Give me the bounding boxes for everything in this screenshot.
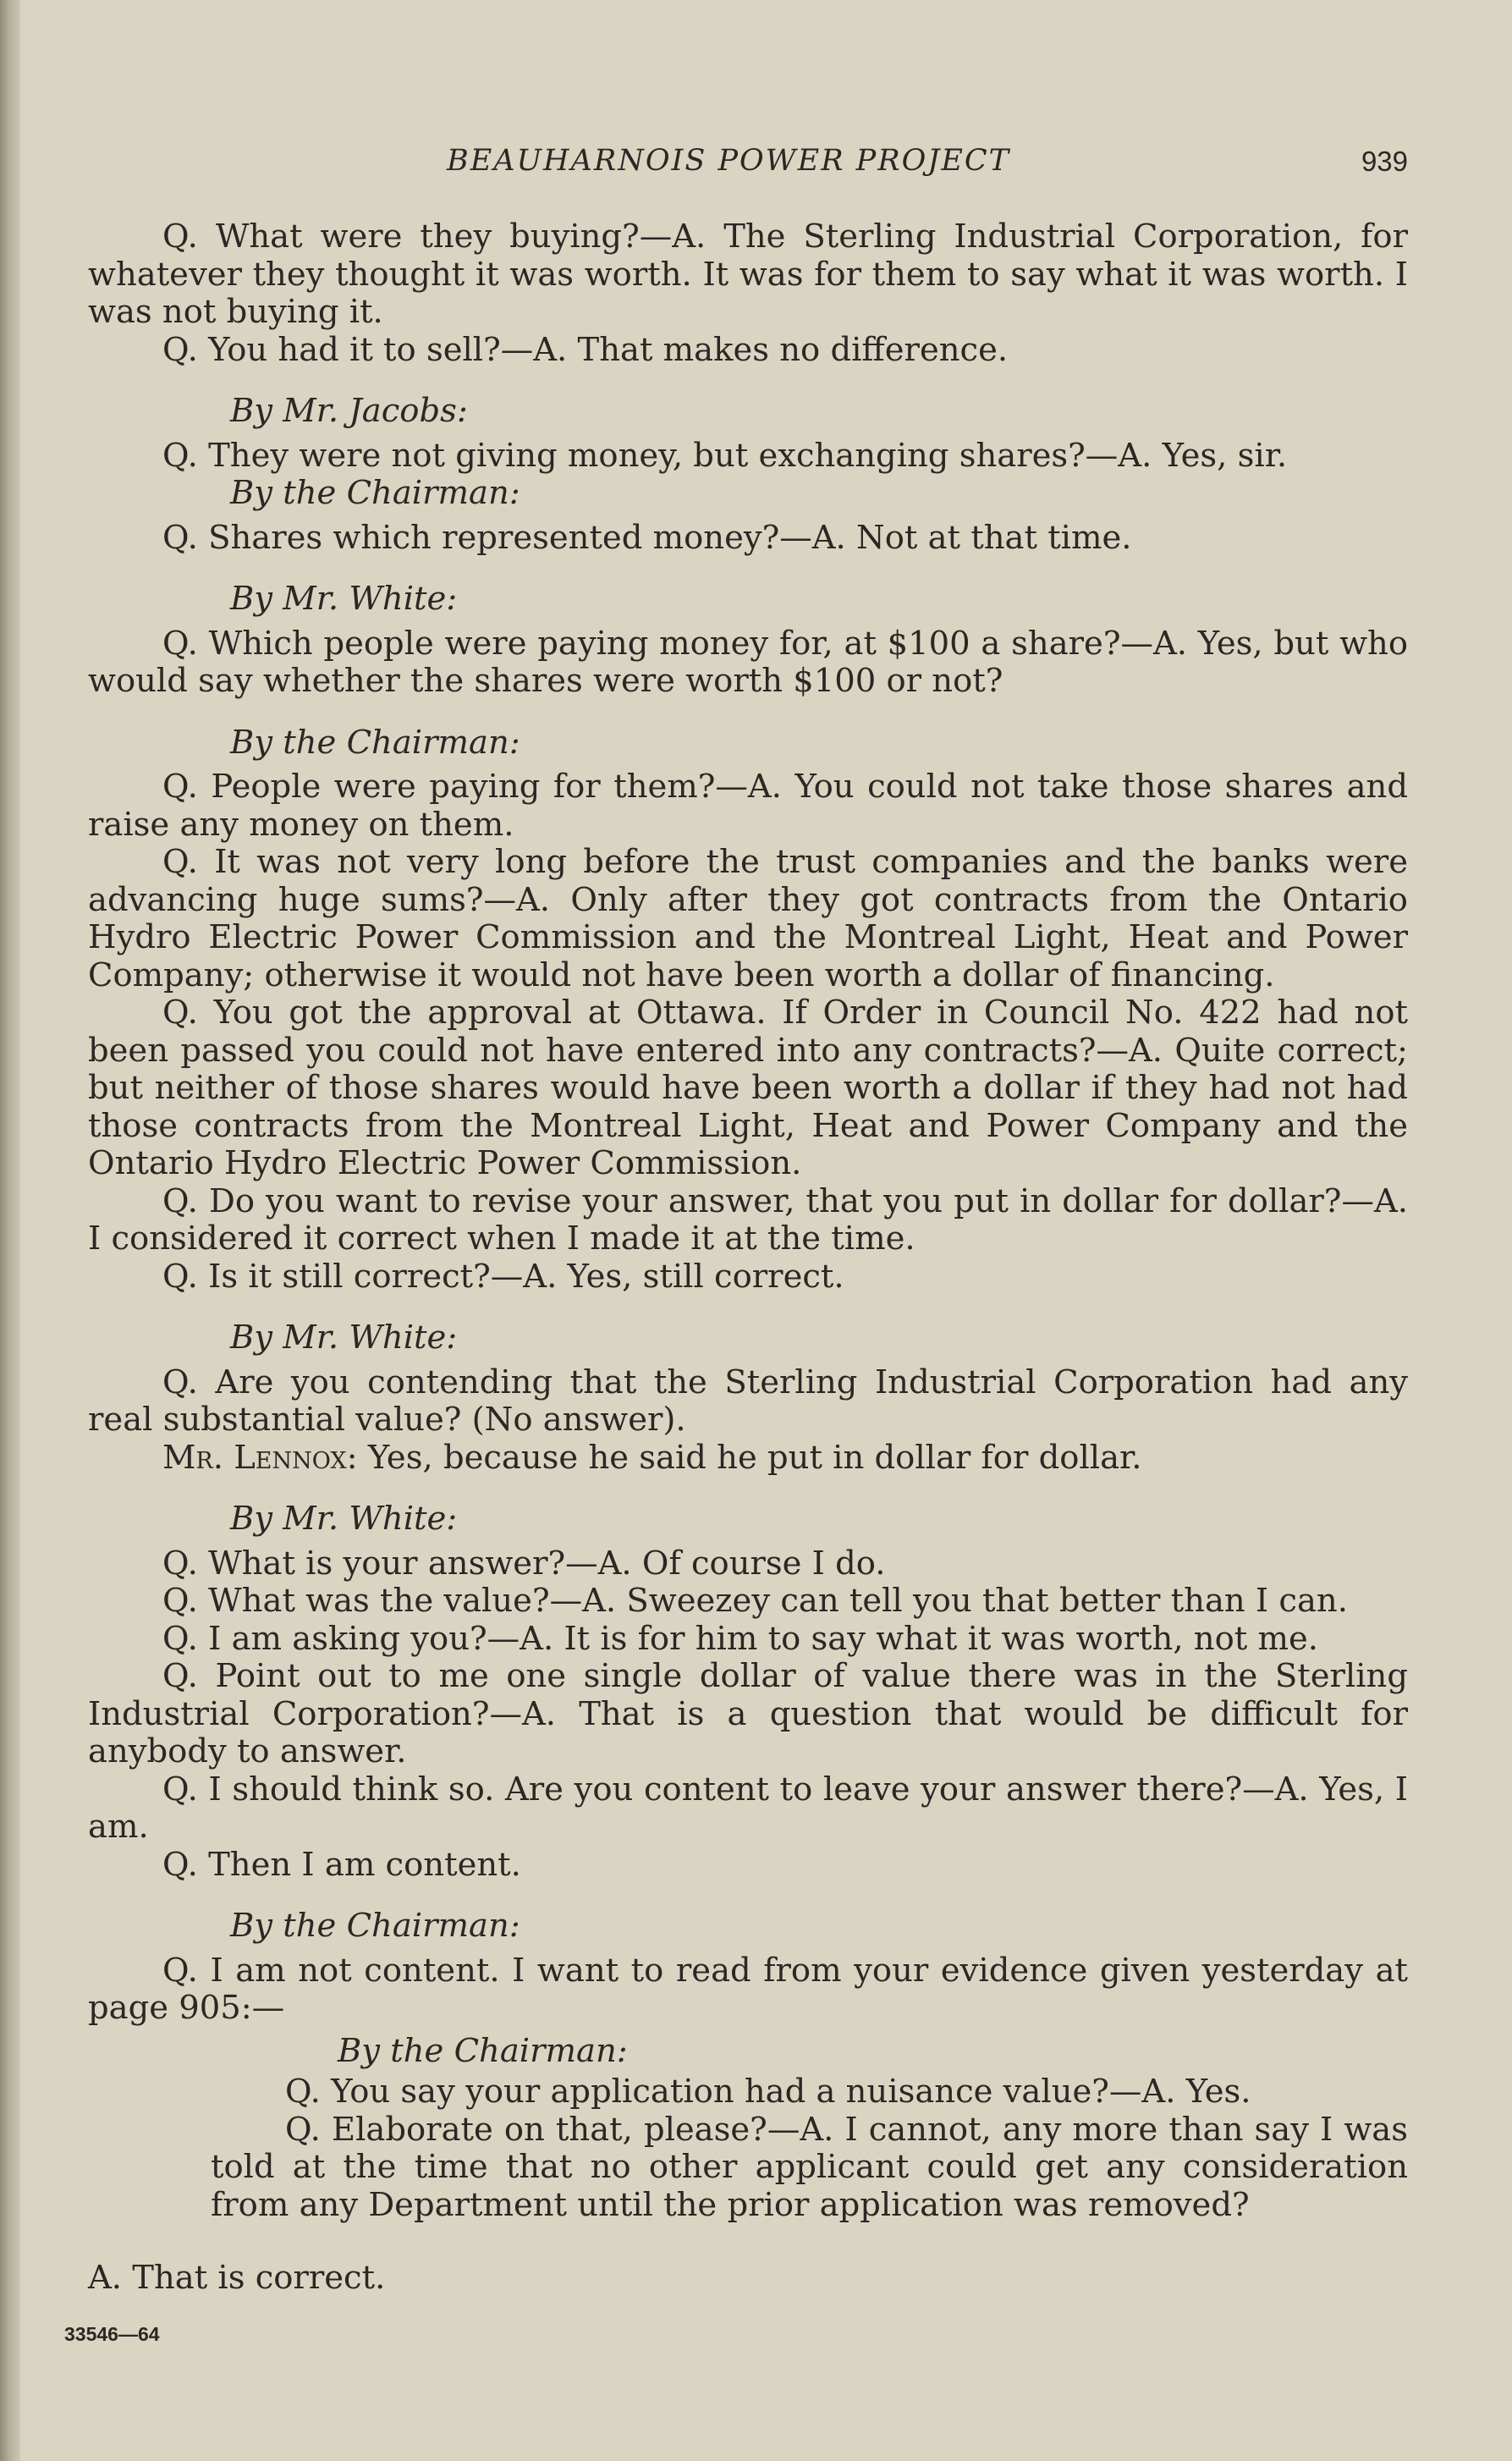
question-answer: Q. Then I am content. <box>162 1845 521 1884</box>
question-answer: Q. Do you want to revise your answer, that you put in dollar for dollar?—A. I considered it correct when I made it at the time. <box>88 1181 1408 1258</box>
question-answer: Q. Which people were paying money for, at $100 a share?—A. Yes, but who would say whether the shares were worth $100 or not? <box>88 624 1408 700</box>
printer-code: 33546—64 <box>64 2323 160 2345</box>
quoted-question-answer: Q. Elaborate on that, please?—A. I cannot, any more than say I was told at the time that no other applicant could get any consideration from any Department until the prior application was removed? <box>211 2110 1408 2224</box>
quoted-evidence <box>211 2033 1408 2225</box>
closing-answer: A. That is correct. <box>88 2259 386 2297</box>
question-answer: Q. What is your answer?—A. Of course I do. <box>162 1544 886 1583</box>
question-answer: Q. It was not very long before the trust companies and the banks were advancing huge sums?—A. Only after they got contracts from the Ontario Hydro Electric Power Commission and the Montreal Light, Heat and Power Company; otherwise it would not have been worth a dollar of financing. <box>88 843 1408 994</box>
question-answer: Q. What was the value?—A. Sweezey can tell you that better than I can. <box>162 1582 1348 1620</box>
running-header <box>88 144 1408 186</box>
speaker-heading: By the Chairman: <box>230 474 520 512</box>
question-answer: Q. What were they buying?—A. The Sterling Industrial Corporation, for whatever they thought it was worth. It was for them to say what it was worth. I was not buying it. <box>88 217 1408 331</box>
speaker-heading: By the Chairman: <box>230 1907 520 1945</box>
speaker-heading: By Mr. Jacobs: <box>230 392 468 430</box>
document-page <box>88 0 1408 2461</box>
member-statement-text: : Yes, because he said he put in dollar for dollar. <box>346 1438 1142 1477</box>
quoted-speaker-heading: By the Chairman: <box>338 2031 628 2070</box>
question-answer: Q. You had it to sell?—A. That makes no difference. <box>162 330 1009 369</box>
question-answer: Q. Shares which represented money?—A. Not at that time. <box>162 518 1132 557</box>
question-answer: Q. I am not content. I want to read from your evidence given yesterday at page 905:— <box>88 1951 1408 2027</box>
quoted-question-answer: Q. You say your application had a nuisance value?—A. Yes. <box>285 2073 1251 2111</box>
speaker-heading: By Mr. White: <box>230 1319 458 1357</box>
page-binding-edge <box>0 0 20 2461</box>
question-answer: Q. People were paying for them?—A. You could not take those shares and raise any money on them. <box>88 768 1408 844</box>
member-name: Mr. Lennox <box>162 1438 347 1477</box>
transcript-body <box>88 218 1408 2298</box>
speaker-heading: By Mr. White: <box>230 1500 458 1538</box>
question-answer: Q. Is it still correct?—A. Yes, still correct. <box>162 1257 844 1296</box>
question-answer: Q. Are you contending that the Sterling Industrial Corporation had any real substantial value? (No answer). <box>88 1363 1408 1439</box>
speaker-heading: By Mr. White: <box>230 580 458 618</box>
running-title: BEAUHARNOIS POWER PROJECT <box>447 144 1010 178</box>
speaker-heading: By the Chairman: <box>230 723 520 762</box>
question-answer: Q. Point out to me one single dollar of value there was in the Sterling Industrial Corporation?—A. That is a question that would be difficult for anybody to answer. <box>88 1657 1408 1770</box>
question-answer: Q. You got the approval at Ottawa. If Order in Council No. 422 had not been passed you could not have entered into any contracts?—A. Quite correct; but neither of those shares would have been worth a dollar if they had not had those contracts from the Montreal Light, Heat and Power Company and the Ontario Hydro Electric Power Commission. <box>88 994 1408 1182</box>
question-answer: Q. They were not giving money, but exchanging shares?—A. Yes, sir. <box>162 436 1288 475</box>
member-statement <box>88 1440 1408 1478</box>
question-answer: Q. I am asking you?—A. It is for him to say what it was worth, not me. <box>162 1619 1319 1658</box>
question-answer: Q. I should think so. Are you content to leave your answer there?—A. Yes, I am. <box>88 1770 1408 1846</box>
page-number: 939 <box>1361 146 1408 177</box>
